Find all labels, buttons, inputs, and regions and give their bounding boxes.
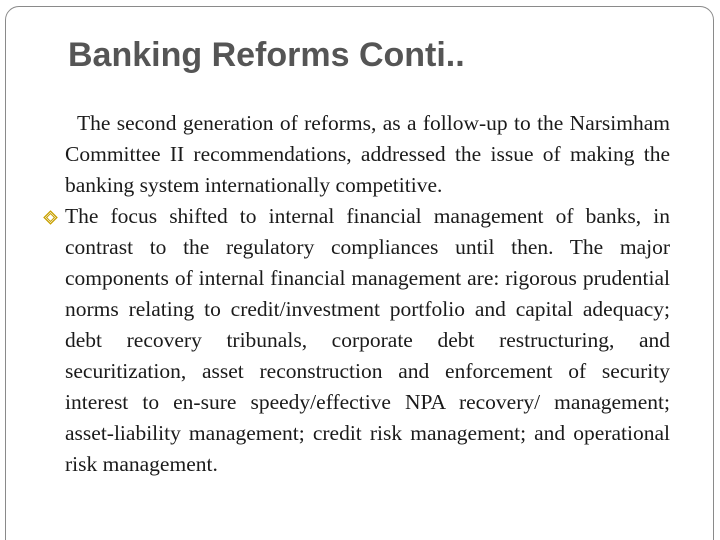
slide-body xyxy=(0,108,720,480)
slide-title: Banking Reforms Conti.. xyxy=(68,36,465,74)
paragraph-intro: The second generation of reforms, as a follow-up to the Narsimham Committee II recommendations, addressed the issue of making the banking system internationally competitive. xyxy=(65,111,670,197)
bullet-item-focus xyxy=(65,201,670,480)
diamond-bullet-icon xyxy=(43,210,58,225)
bullet-item-text: The focus shifted to internal financial management of banks, in contrast to the regulatory compliances until then. The major components of internal financial management are: rigorous prudential norms relating to credit/investment portfolio and capital adequacy; debt recovery tribunals, corporate debt restructuring, and securitization, asset reconstruction and enforcement of security interest to en-sure speedy/effective NPA recovery/ management; asset-liability management; credit risk management; and operational risk management. xyxy=(65,204,670,476)
